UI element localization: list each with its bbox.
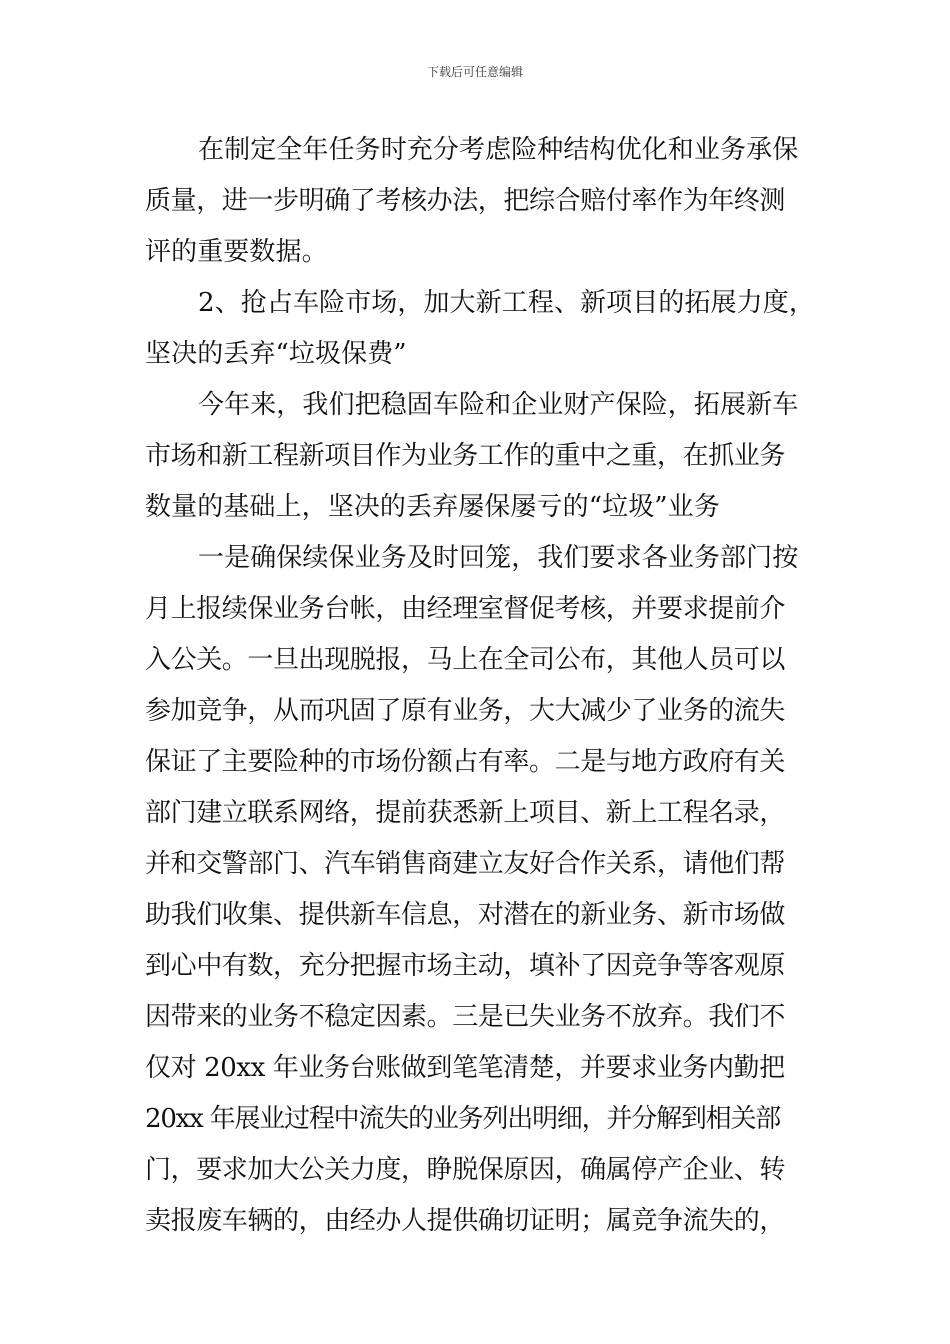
text-line: 在制定全年任务时充分考虑险种结构优化和业务承保 — [198, 135, 799, 165]
text-line: 门，要求加大公关力度，睁脱保原因，确属停产企业、转 — [145, 1155, 786, 1185]
text-line: 到心中有数，充分把握市场主动，填补了因竞争等客观原 — [145, 951, 786, 981]
text-line: 20xx 年展业过程中流失的业务列出明细，并分解到相关部 — [145, 1104, 781, 1134]
text-line: 坚决的丢弃“垃圾保费” — [145, 339, 407, 369]
page-header: 下载后可任意编辑 — [426, 65, 523, 79]
text-line: 入公关。一旦出现脱报，马上在全司公布，其他人员可以 — [145, 645, 786, 675]
paragraph-3 — [145, 380, 807, 533]
text-line: 质量，进一步明确了考核办法，把综合赔付率作为年终测 — [145, 186, 786, 216]
paragraph-1 — [145, 125, 807, 278]
text-line: 一是确保续保业务及时回笼，我们要求各业务部门按 — [198, 543, 799, 573]
text-line: 保证了主要险种的市场份额占有率。二是与地方政府有关 — [145, 747, 786, 777]
paragraph-4 — [145, 533, 807, 1247]
text-line: 数量的基础上，坚决的丢弃屡保屡亏的“垃圾”业务 — [145, 492, 720, 522]
text-line: 评的重要数据。 — [145, 237, 328, 267]
text-line: 今年来，我们把稳固车险和企业财产保险，拓展新车 — [198, 390, 799, 420]
text-line: 因带来的业务不稳定因素。三是已失业务不放弃。我们不 — [145, 1002, 786, 1032]
text-line: 仅对 20xx 年业务台账做到笔笔清楚，并要求业务内勤把 — [145, 1053, 785, 1083]
text-line: 2、抢占车险市场，加大新工程、新项目的拓展力度， — [198, 288, 815, 318]
text-line: 助我们收集、提供新车信息，对潜在的新业务、新市场做 — [145, 900, 786, 930]
text-line: 卖报废车辆的，由经办人提供确切证明；属竞争流失的， — [145, 1206, 786, 1236]
section-heading — [145, 278, 815, 380]
text-line: 月上报续保业务台帐，由经理室督促考核，并要求提前介 — [145, 594, 786, 624]
document-body — [145, 125, 815, 1247]
text-line: 并和交警部门、汽车销售商建立友好合作关系，请他们帮 — [145, 849, 786, 879]
text-line: 参加竞争，从而巩固了原有业务，大大减少了业务的流失 — [145, 696, 786, 726]
text-line: 部门建立联系网络，提前获悉新上项目、新上工程名录， — [145, 798, 786, 828]
text-line: 市场和新工程新项目作为业务工作的重中之重，在抓业务 — [145, 441, 786, 471]
